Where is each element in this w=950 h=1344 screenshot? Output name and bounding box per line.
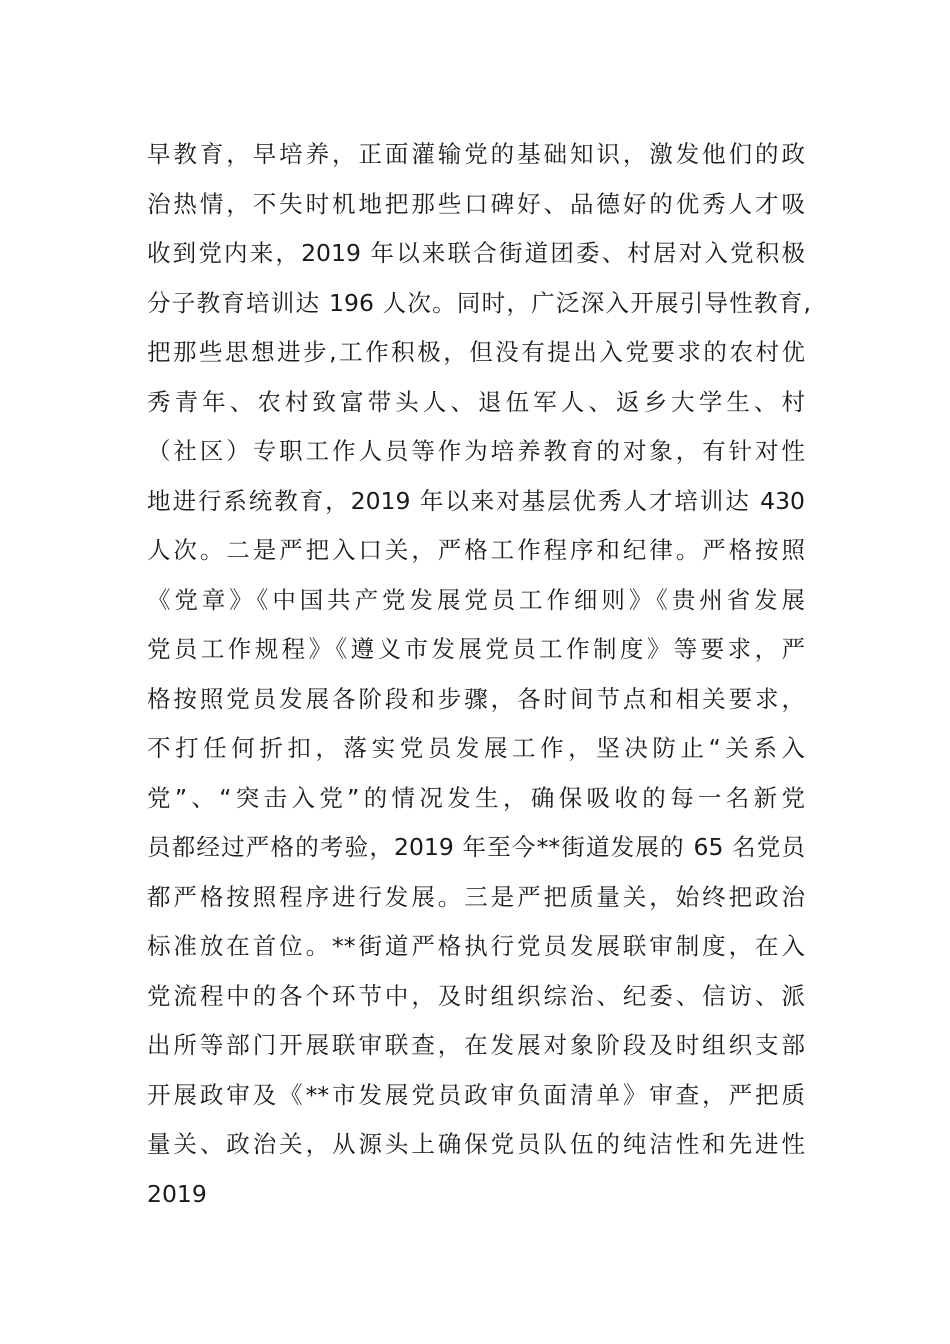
text-line: 党”、“突击入党”的情况发生，确保吸收的每一名新党 — [147, 783, 805, 812]
text-line: 分子教育培训达 196 人次。同时，广泛深入开展引导性教育, — [147, 288, 811, 317]
text-line: 员都经过严格的考验，2019 年至今**街道发展的 65 名党员 — [147, 833, 805, 861]
text-line: 地进行系统教育，2019 年以来对基层优秀人才培训达 430 — [147, 486, 805, 515]
body-paragraph — [147, 130, 811, 1219]
text-line: （社区）专职工作人员等作为培养教育的对象，有针对性 — [147, 437, 805, 465]
text-line: 人次。二是严把入口关，严格工作程序和纪律。严格按照 — [147, 536, 805, 564]
text-line: 标准放在首位。**街道严格执行党员发展联审制度，在入 — [147, 932, 805, 960]
text-line: 早教育，早培养，正面灌输党的基础知识，激发他们的政 — [147, 140, 805, 168]
text-line: 都严格按照程序进行发展。三是严把质量关，始终把政治 — [147, 882, 805, 911]
text-line: 不打任何折扣，落实党员发展工作，坚决防止“关系入 — [147, 734, 805, 762]
text-line: 党员工作规程》《遵义市发展党员工作制度》等要求，严 — [147, 635, 805, 663]
text-line: 收到党内来，2019 年以来联合街道团委、村居对入党积极 — [147, 239, 805, 267]
text-line: 出所等部门开展联审联查，在发展对象阶段及时组织支部 — [147, 1031, 805, 1059]
text-line: 治热情，不失时机地把那些口碑好、品德好的优秀人才吸 — [147, 189, 805, 218]
text-line: 开展政审及《**市发展党员政审负面清单》审查，严把质 — [147, 1080, 805, 1109]
text-line: 党流程中的各个环节中，及时组织综治、纪委、信访、派 — [147, 981, 805, 1010]
text-line: 2019 — [147, 1179, 207, 1208]
text-line: 把那些思想进步,工作积极，但没有提出入党要求的农村优 — [147, 338, 805, 366]
text-line: 《党章》《中国共产党发展党员工作细则》《贵州省发展 — [147, 585, 805, 614]
text-line: 量关、政治关，从源头上确保党员队伍的纯洁性和先进性 — [147, 1130, 805, 1158]
text-line: 格按照党员发展各阶段和步骤，各时间节点和相关要求， — [147, 684, 805, 713]
text-line: 秀青年、农村致富带头人、退伍军人、返乡大学生、村 — [147, 387, 805, 416]
